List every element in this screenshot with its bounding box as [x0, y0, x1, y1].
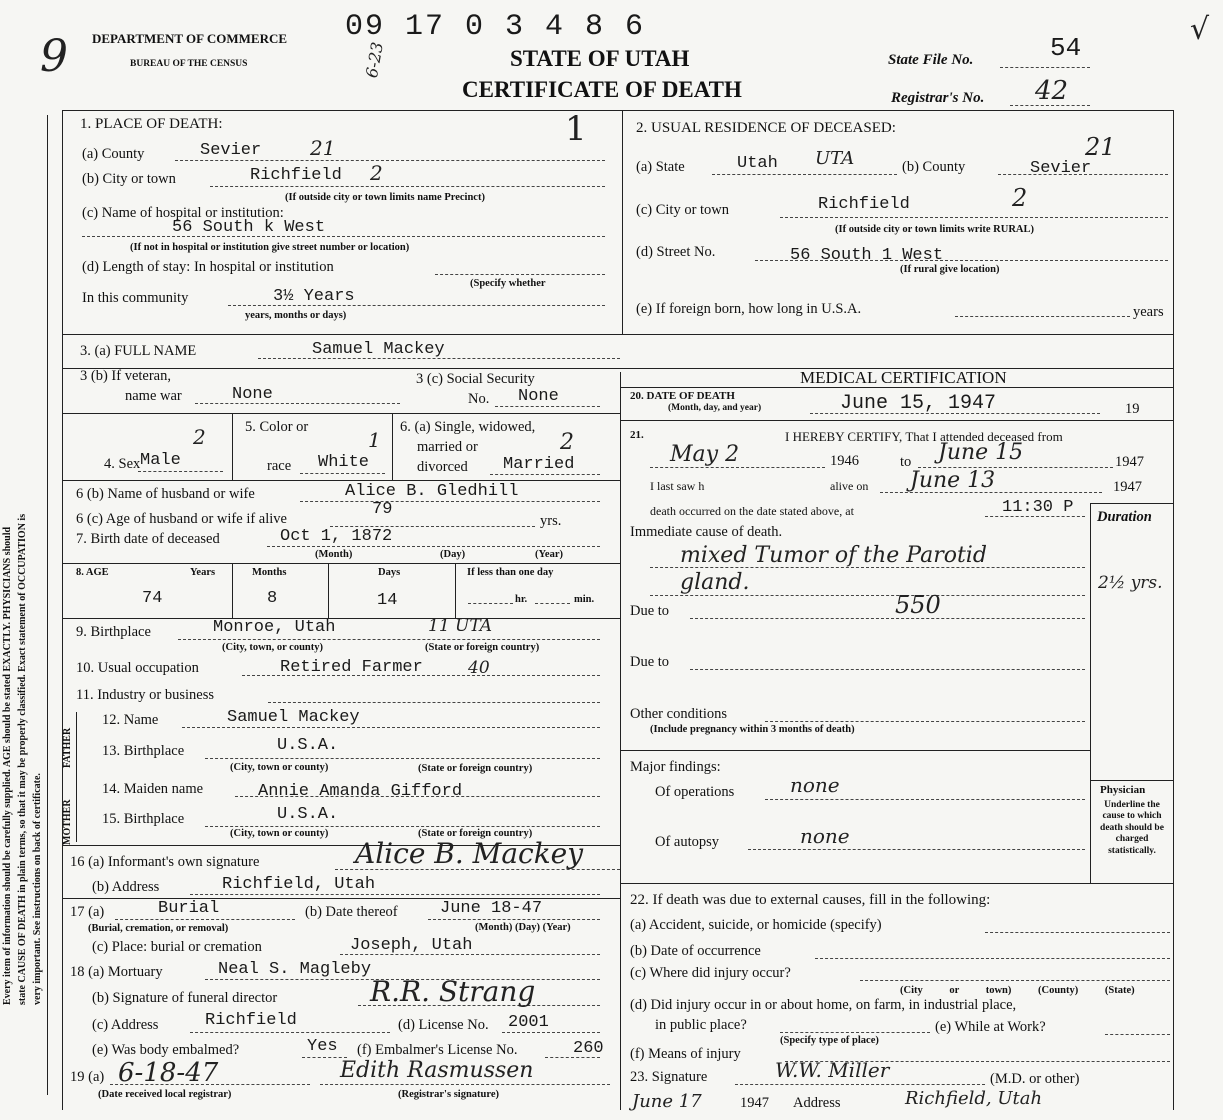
age-label: 8. AGE: [76, 567, 109, 578]
pod-community-label: In this community: [82, 290, 189, 306]
parents-bracket: [76, 712, 77, 842]
title-cert: CERTIFICATE OF DEATH: [462, 77, 742, 102]
rule-618: [62, 618, 620, 619]
due2-line: [690, 669, 1085, 670]
md-label: (M.D. or other): [990, 1071, 1080, 1087]
res-foreign-line: [955, 316, 1130, 317]
external-f: (f) Means of injury: [630, 1046, 741, 1062]
pod-city-code: 2: [370, 161, 383, 185]
burial-date-line: [428, 919, 600, 920]
pod-hospital-label: (c) Name of hospital or institution:: [82, 205, 284, 221]
birth-line: [267, 546, 600, 547]
sex-divider: [232, 413, 233, 480]
informant-address-line: [190, 894, 600, 895]
disposition-line: [115, 919, 295, 920]
received-label: 19 (a): [70, 1069, 105, 1085]
res-heading: 2. USUAL RESIDENCE OF DECEASED:: [636, 120, 896, 136]
certify-text: I HEREBY CERTIFY, That I attended deceased from: [785, 429, 1063, 444]
father-bp-label: 13. Birthplace: [102, 743, 185, 759]
father-bp: U.S.A.: [277, 736, 339, 755]
birth-month-note: (Month): [315, 549, 353, 560]
age-days: 14: [377, 591, 398, 610]
mortuary-label: 18 (a) Mortuary: [70, 964, 163, 980]
occupation-label: 10. Usual occupation: [76, 660, 199, 676]
cause-line-2: [650, 595, 1085, 596]
mortuary: Neal S. Magleby: [218, 960, 372, 979]
res-street-label: (d) Street No.: [636, 244, 716, 260]
marital: Married: [503, 455, 575, 474]
due1-line: [690, 618, 1085, 619]
birth-date: Oct 1, 1872: [280, 527, 393, 546]
autopsy-label: Of autopsy: [655, 834, 720, 850]
occurred-label: death occurred on the date stated above, at: [650, 504, 854, 518]
cause-2: gland.: [680, 570, 750, 595]
received-date: 6-18-47: [118, 1058, 219, 1088]
last-saw-label: I last saw h: [650, 479, 705, 493]
name-label: 3. (a) FULL NAME: [80, 343, 197, 359]
informant-address-label: (b) Address: [92, 879, 160, 895]
spouse-age-unit: yrs.: [540, 513, 562, 529]
fd-address: Richfield: [205, 1011, 297, 1030]
res-county-code: 21: [1085, 133, 1116, 161]
age-divider-1: [232, 563, 233, 618]
to-date: June 15: [938, 440, 1024, 465]
last-saw-label-2: alive on: [830, 479, 869, 493]
dod-label-2: (Month, day, and year): [668, 403, 762, 413]
res-city-line: [780, 217, 1168, 218]
from-line: [650, 467, 825, 468]
external-b: (b) Date of occurrence: [630, 943, 761, 959]
hr-line: [468, 603, 513, 604]
fd-address-label: (c) Address: [92, 1017, 159, 1033]
ss: None: [518, 387, 559, 406]
res-city-code: 2: [1012, 184, 1028, 212]
spouse-line: [300, 501, 600, 502]
certify-num: 21.: [630, 429, 644, 441]
autopsy-line: [748, 849, 1085, 850]
color-divider: [392, 413, 393, 480]
bp-state-note: (State or foreign country): [425, 642, 540, 653]
industry-line: [268, 702, 600, 703]
occupation: Retired Farmer: [280, 658, 423, 677]
res-state: Utah: [737, 154, 778, 173]
mother-bp-line: [205, 826, 600, 827]
color-code: 1: [368, 428, 381, 452]
immediate-label: Immediate cause of death.: [630, 524, 783, 540]
margin-mark: 9: [40, 31, 68, 82]
external-e-line: [1105, 1034, 1170, 1035]
physician-top: [1090, 780, 1173, 781]
res-state-line: [712, 174, 897, 175]
cause-1: mixed Tumor of the Parotid: [680, 543, 987, 568]
marital-line: [490, 474, 600, 475]
res-county: Sevier: [1030, 159, 1092, 178]
bureau-label: BUREAU OF THE CENSUS: [130, 59, 248, 69]
res-street: 56 South 1 West: [790, 246, 944, 265]
disposition: Burial: [158, 899, 220, 918]
age-months: 8: [267, 589, 278, 608]
marital-label-3: divorced: [417, 459, 468, 475]
rule-413: [62, 413, 620, 414]
external-a-line: [985, 932, 1170, 933]
sig-date: June 17: [632, 1091, 702, 1112]
due1: 550: [895, 591, 941, 619]
days-label: Days: [378, 567, 401, 578]
dept-label: DEPARTMENT OF COMMERCE: [92, 31, 288, 46]
autopsy: none: [800, 824, 850, 848]
res-street-note: (If rural give location): [900, 264, 1000, 275]
duration-label: Duration: [1097, 509, 1152, 525]
marital-code: 2: [560, 430, 574, 455]
mother-state-note: (State or foreign country): [418, 828, 533, 839]
maiden-name: Annie Amanda Gifford: [258, 782, 463, 801]
external-c-line: [860, 980, 1170, 981]
color: White: [318, 453, 370, 472]
spouse: Alice B. Gledhill: [345, 482, 519, 501]
hand-top-date: 6-23: [362, 40, 387, 80]
frame-middle-bottom: [620, 372, 621, 1110]
age-divider-2: [328, 563, 329, 618]
burial-date-note: (Month) (Day) (Year): [475, 922, 571, 933]
registrar-no: 42: [1035, 76, 1069, 106]
margin-rule: [47, 115, 48, 1095]
sex-line: [138, 471, 223, 472]
sig-year: 1947: [740, 1095, 769, 1111]
months-label: Months: [252, 567, 287, 578]
full-name: Samuel Mackey: [312, 340, 445, 359]
father-city-note: (City, town or county): [230, 762, 329, 773]
maiden-label: 14. Maiden name: [102, 781, 204, 797]
min-label: min.: [574, 594, 595, 605]
fd-address-line: [190, 1032, 390, 1033]
from-year: 1946: [830, 453, 859, 469]
res-city-note: (If outside city or town limits write RURAL): [835, 224, 1034, 235]
duration-column: [1090, 503, 1091, 883]
pod-stay-line: [435, 274, 605, 275]
frame-middle-top: [622, 110, 623, 335]
state-file-line: [1000, 67, 1090, 68]
rule-750: [620, 750, 1090, 751]
res-foreign-label: (e) If foreign born, how long in U.S.A.: [636, 301, 862, 317]
years-label: Years: [190, 567, 216, 578]
state-file-no: 54: [1050, 33, 1082, 63]
last-saw-date: June 13: [910, 468, 996, 493]
marital-label-2: married or: [417, 439, 478, 455]
other-line: [765, 721, 1085, 722]
due2-label: Due to: [630, 654, 670, 670]
mother-bp-label: 15. Birthplace: [102, 811, 185, 827]
operations-line: [765, 799, 1085, 800]
external-d-line: [780, 1032, 930, 1033]
pod-county: Sevier: [200, 141, 262, 160]
birthplace-label: 9. Birthplace: [76, 624, 151, 640]
margin-instructions-3: very important. See instructions on back of certificate.: [32, 773, 43, 1005]
embalmer: 260: [573, 1039, 604, 1058]
external-e: (e) While at Work?: [935, 1019, 1046, 1035]
margin-instructions-1: Every item of information should be carefully supplied. AGE should be stated EXACTLY. PHYSICIANS should: [2, 526, 13, 1005]
pod-hospital-line: [82, 236, 605, 237]
dod-suffix: 19: [1125, 401, 1140, 417]
registrar-sig-note: (Registrar's signature): [398, 1089, 499, 1100]
physician-label: Physician: [1100, 784, 1146, 796]
res-foreign-unit: years: [1133, 304, 1164, 320]
registrar-label: Registrar's No.: [891, 90, 985, 106]
res-city: Richfield: [818, 195, 910, 214]
pod-stay-label: (d) Length of stay: In hospital or institution: [82, 259, 334, 275]
operations-label: Of operations: [655, 784, 735, 800]
frame-top: [62, 110, 1174, 111]
duration-top: [1090, 503, 1173, 504]
last-saw-year: 1947: [1113, 479, 1142, 495]
registrar-sig-line: [320, 1084, 610, 1085]
father-name-label: 12. Name: [102, 712, 159, 728]
birth-day-note: (Day): [440, 549, 466, 560]
pod-county-code: 21: [310, 136, 336, 160]
embalmed: Yes: [307, 1037, 338, 1056]
hand-mark: 1: [565, 109, 587, 149]
father-state-note: (State or foreign country): [418, 763, 533, 774]
license: 2001: [508, 1013, 549, 1032]
spouse-age-label: 6 (c) Age of husband or wife if alive: [76, 511, 287, 527]
birthplace-code: 11 UTA: [428, 616, 493, 636]
received-note: (Date received local registrar): [98, 1089, 232, 1100]
ss-label-1: 3 (c) Social Security: [416, 371, 535, 387]
burial-date: June 18-47: [440, 899, 543, 918]
res-county-label: (b) County: [902, 159, 966, 175]
external-d2: in public place?: [655, 1017, 747, 1033]
check-mark: √: [1190, 12, 1210, 47]
rule-883: [620, 883, 1173, 884]
signature-label: 23. Signature: [630, 1069, 708, 1085]
embalmer-label: (f) Embalmer's License No.: [357, 1042, 518, 1058]
license-label: (d) License No.: [398, 1017, 489, 1033]
father-name-line: [182, 727, 600, 728]
color-label-2: race: [267, 458, 292, 474]
to-label: to: [900, 454, 912, 470]
birthplace-line: [178, 639, 600, 640]
pod-city-note: (If outside city or town limits name Precinct): [285, 192, 485, 203]
findings-label: Major findings:: [630, 759, 721, 775]
to-year: 1947: [1115, 454, 1144, 470]
burial-place: Joseph, Utah: [350, 936, 473, 955]
embalmed-label: (e) Was body embalmed?: [92, 1042, 240, 1058]
veteran-label-1: 3 (b) If veteran,: [80, 368, 171, 384]
burial-place-label: (c) Place: burial or cremation: [92, 939, 262, 955]
pod-community-note: years, months or days): [245, 310, 347, 321]
industry-label: 11. Industry or business: [76, 687, 215, 703]
informant-sig-label: 16 (a) Informant's own signature: [70, 854, 260, 870]
disposition-label: 17 (a): [70, 904, 105, 920]
due1-label: Due to: [630, 603, 670, 619]
director-label: (b) Signature of funeral director: [92, 990, 278, 1006]
external-d-note: (Specify type of place): [780, 1035, 879, 1046]
pod-city-line: [210, 186, 605, 187]
color-label-1: 5. Color or: [245, 419, 309, 435]
sex-label: 4. Sex: [104, 456, 141, 472]
father-tag: FATHER: [62, 727, 73, 768]
rule-334: [62, 334, 1174, 335]
director-sig: R.R. Strang: [370, 975, 536, 1008]
mother-city-note: (City, town or county): [230, 828, 329, 839]
pod-city-label: (b) City or town: [82, 171, 176, 187]
external-a: (a) Accident, suicide, or homicide (specify): [630, 917, 882, 933]
informant-address: Richfield, Utah: [222, 875, 376, 894]
margin-instructions-2: state CAUSE OF DEATH in plain terms, so that it may be properly classified. Exact statement of OCCUPATION is: [17, 513, 28, 1005]
occupation-code: 40: [468, 658, 490, 678]
frame-right: [1173, 110, 1174, 1110]
ss-label-2: No.: [468, 391, 490, 407]
sex-code: 2: [193, 425, 206, 449]
age-years: 74: [142, 589, 163, 608]
pod-hospital: 56 South k West: [172, 218, 326, 237]
res-state-code: UTA: [815, 148, 855, 169]
sex: Male: [140, 451, 181, 470]
birth-year-note: (Year): [535, 549, 563, 560]
external-d1: (d) Did injury occur in or about home, on farm, in industrial place,: [630, 997, 1017, 1013]
ss-line: [495, 406, 600, 407]
physician-note: Underline the cause to which death should be charged statistically.: [1100, 800, 1164, 856]
pod-county-line: [175, 160, 605, 161]
mother-tag: MOTHER: [62, 799, 73, 845]
external-c: (c) Where did injury occur?: [630, 965, 791, 981]
res-state-label: (a) State: [636, 159, 685, 175]
other-note: (Include pregnancy within 3 months of death): [650, 724, 855, 735]
medical-heading: MEDICAL CERTIFICATION: [800, 368, 1007, 387]
less-label: If less than one day: [467, 567, 554, 578]
time-of-death: 11:30 P: [1002, 498, 1074, 517]
burial-date-label: (b) Date thereof: [305, 904, 398, 920]
sig-address: Richfield, Utah: [905, 1088, 1043, 1109]
cert-number: 09 17 0 3 4 8 6: [345, 10, 646, 44]
license-line: [502, 1032, 600, 1033]
date-of-death: June 15, 1947: [840, 392, 997, 415]
sig-address-label: Address: [793, 1095, 841, 1111]
veteran-label-2: name war: [125, 388, 182, 404]
disposition-note: (Burial, cremation, or removal): [88, 923, 229, 934]
rule-420: [620, 420, 1173, 421]
operations: none: [790, 773, 840, 797]
pod-stay-note: (Specify whether: [470, 278, 546, 289]
pod-community: 3½ Years: [273, 287, 355, 306]
signature-line: [735, 1084, 985, 1085]
physician-sig: W.W. Miller: [775, 1058, 890, 1082]
rule-368: [62, 368, 1174, 369]
birthplace: Monroe, Utah: [213, 618, 336, 637]
medical-heading-rule: [620, 387, 1173, 388]
spouse-age: 79: [372, 500, 393, 519]
age-divider-3: [455, 563, 456, 618]
pod-heading: 1. PLACE OF DEATH:: [80, 116, 223, 132]
pod-county-label: (a) County: [82, 146, 145, 162]
pod-hospital-note: (If not in hospital or institution give street number or location): [130, 242, 410, 253]
mother-bp: U.S.A.: [277, 805, 339, 824]
frame-left: [62, 110, 63, 1110]
res-city-label: (c) City or town: [636, 202, 730, 218]
veteran-line: [195, 403, 400, 404]
veteran: None: [232, 385, 273, 404]
hr-label: hr.: [515, 594, 528, 605]
informant-sig: Alice B. Mackey: [355, 837, 584, 870]
external-b-line: [815, 958, 1170, 959]
from-date: May 2: [670, 442, 740, 467]
cause-duration: 2½ yrs.: [1098, 573, 1163, 593]
father-bp-line: [205, 758, 600, 759]
title-state: STATE OF UTAH: [510, 46, 690, 71]
rule-563: [62, 563, 620, 564]
registrar-sig: Edith Rasmussen: [340, 1058, 534, 1083]
spouse-label: 6 (b) Name of husband or wife: [76, 486, 255, 502]
birth-label: 7. Birth date of deceased: [76, 531, 220, 547]
bp-city-note: (City, town, or county): [222, 642, 324, 653]
other-label: Other conditions: [630, 706, 728, 722]
dod-label-1: 20. DATE OF DEATH: [630, 390, 735, 402]
rule-480: [62, 480, 620, 481]
state-file-label: State File No.: [888, 52, 974, 68]
pod-city: Richfield: [250, 166, 342, 185]
marital-label-1: 6. (a) Single, widowed,: [400, 419, 536, 435]
external-heading: 22. If death was due to external causes, fill in the following:: [630, 892, 991, 908]
external-c-notes: (City or town) (County) (State): [900, 985, 1135, 996]
min-line: [535, 603, 570, 604]
color-line: [300, 473, 385, 474]
father-name: Samuel Mackey: [227, 708, 360, 727]
